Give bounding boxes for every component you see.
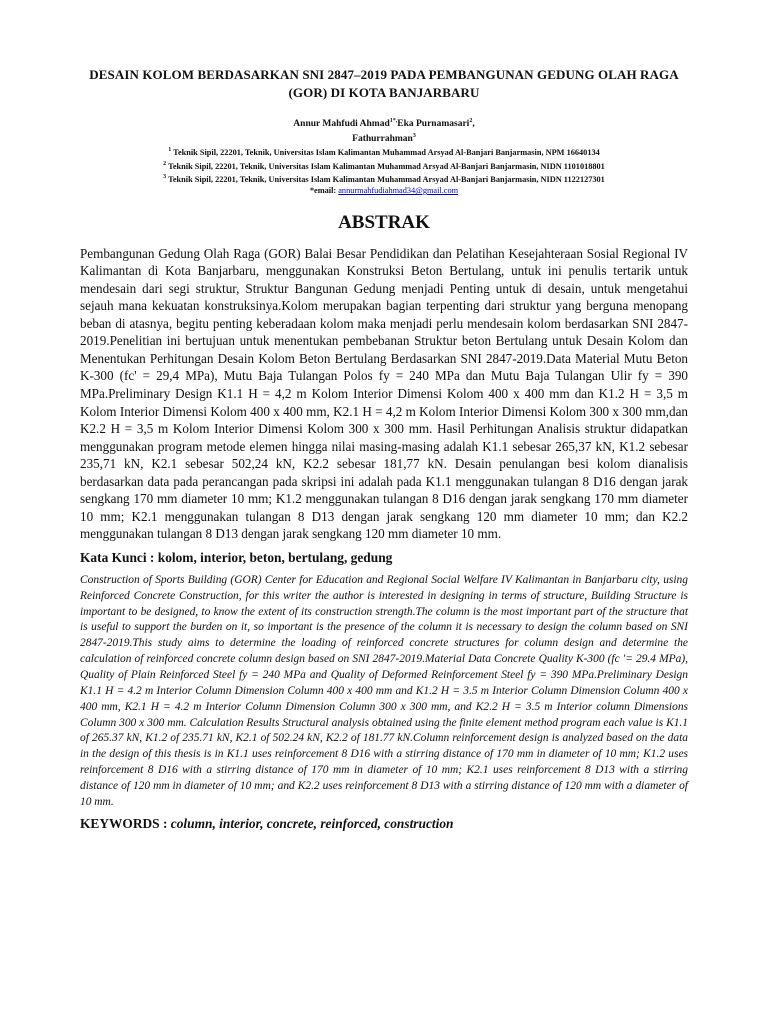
author-list (80, 116, 688, 145)
paper-page (80, 66, 688, 833)
abstract-indonesian: Pembangunan Gedung Olah Raga (GOR) Balai Besar Pendidikan dan Pelatihan Kesejahteraan Sosial Regional IV Kalimantan di Kota Banjarbaru, menggunakan Konstruksi Beton Bertulang, untuk ini penulis tertarik untuk mendesain dari segi struktur, Struktur Bangunan Gedung menjadi Penting untuk di desain, untuk mengetahui sejauh mana kekuatan konstruksinya.Kolom merupakan bagian terpenting dari struktur yang berguna menopang beban di atasnya, begitu penting keberadaan kolom maka menjadi perlu mendesain kolom berdasarkan SNI 2847-2019.Penelitian ini bertujuan untuk menentukan pembebanan Struktur beton Bertulang untuk Desain Kolom dan Menentukan Perhitungan Desain Kolom Beton Bertulang Berdasarkan SNI 2847-2019.Data Material Mutu Beton K-300 (fc' = 29,4 MPa), Mutu Baja Tulangan Polos fy = 240 MPa dan Mutu Baja Tulangan Ulir fy = 390 MPa.Preliminary Design K1.1 H = 4,2 m Kolom Interior Dimensi Kolom 400 x 400 mm dan K1.2 H = 3,5 m Kolom Interior Dimensi Kolom 400 x 400 mm, K2.1 H = 4,2 m Kolom Interior Dimensi Kolom 300 x 300 mm,dan K2.2 H = 3,5 m Kolom Interior Dimensi Kolom 300 x 300 mm. Hasil Perhitungan Analisis struktur didapatkan menggunakan program metode elemen hingga nilai masing-masing adalah K1.1 sebesar 265,37 kN, K1.2 sebesar 235,71 kN, K2.1 sebesar 502,24 kN, K2.2 sebesar 181,77 kN. Desain penulangan besi kolom dianalisis berdasarkan data pada perancangan pada skripsi ini adalah pada K1.1 menggunakan tulangan 8 D16 dengan jarak sengkang 170 mm diameter 10 mm; K1.2 menggunakan tulangan 8 D16 dengan jarak sengkang 170 mm diameter 10 mm; K2.1 menggunakan tulangan 8 D13 dengan jarak sengkang 120 mm diameter 10 mm; dan K2.2 menggunakan tulangan 8 D13 dengan jarak sengkang 120 mm diameter 10 mm. (80, 245, 688, 542)
author-superscript: 3 (412, 132, 416, 139)
author-superscript: 1*, (389, 118, 398, 124)
email-label: *email: (309, 186, 339, 196)
keywords-value: column, interior, concrete, reinforced, construction (170, 815, 454, 831)
author-separator: , (472, 119, 475, 130)
email-link[interactable]: annurmahfudiahmad34@gmail.com (338, 186, 459, 196)
affiliation-superscript: 1 (168, 147, 172, 154)
affiliation-text: Teknik Sipil, 22201, Teknik, Universitas Islam Kalimantan Muhammad Arsyad Al-Banjari Banjarmasin, NIDN 1122127301 (168, 174, 605, 184)
affiliation-line (80, 159, 688, 172)
affiliation-text: Teknik Sipil, 22201, Teknik, Universitas Islam Kalimantan Muhammad Arsyad Al-Banjari Banjarmasin, NPM 16640134 (173, 148, 600, 158)
author-superscript: 2 (469, 118, 473, 124)
indonesian-keywords: Kata Kunci : kolom, interior, beton, bertulang, gedung (80, 549, 393, 565)
english-keywords (80, 815, 688, 833)
author-name: Annur Mahfudi Ahmad (293, 119, 390, 130)
affiliation-superscript: 2 (163, 160, 167, 167)
author-name: Fathurrahman (352, 133, 413, 144)
abstract-english: Construction of Sports Building (GOR) Center for Education and Regional Social Welfare IV Kalimantan in Banjarbaru city, using Reinforced Concrete Construction, for this writer the author is interested in designing in terms of structure, Building Structure is important to be designed, to know the extent of its construction strength.The column is the most important part of the structure that is useful to support the burden on it, so important is the presence of the column it is necessary to design the column based on SNI 2847-2019.This study aims to determine the loading of reinforced concrete structures for column design and determine the calculation of reinforced concrete column design based on SNI 2847-2019.Material Data Concrete Quality K-300 (fc '= 29.4 MPa), Quality of Plain Reinforced Steel fy = 240 MPa and Quality of Deformed Reinforcement Steel fy = 390 MPa.Preliminary Design K1.1 H = 4.2 m Interior Column Dimension Column 400 x 400 mm and K1.2 H = 3.5 m Interior Column Dimension Column 400 x 400 mm, K2.1 H = 4.2 m Interior Column Dimension Column 300 x 300 mm, and K2.2 H = 3.5 m Interior column Dimensions Column 300 x 300 mm. Calculation Results Structural analysis obtained using the finite element method program each value is K1.1 of 265.37 kN, K1.2 of 235.71 kN, K2.1 of 502.24 kN, K2.2 of 181.77 kN.Column reinforcement design is analyzed based on the data in the design of this thesis is in K1.1 uses reinforcement 8 D16 with a stirring distance of 170 mm in diameter of 10 mm; K1.2 uses reinforcement 8 D16 with a stirring distance of 170 mm in diameter of 10 mm; K2.1 uses reinforcement 8 D13 with a stirring distance of 120 mm in diameter of 10 mm; and K2.2 uses reinforcement 8 D13 with a stirring distance of 120 mm with a diameter of 10 mm. (80, 573, 688, 808)
keywords-label: KEYWORDS : (80, 815, 171, 831)
paper-title: DESAIN KOLOM BERDASARKAN SNI 2847–2019 PADA PEMBANGUNAN GEDUNG OLAH RAGA (GOR) DI KOTA BANJARBARU (89, 67, 679, 100)
affiliation-line (80, 172, 688, 185)
affiliation-superscript: 3 (163, 173, 167, 180)
abstract-heading: ABSTRAK (338, 211, 430, 233)
author-name: Eka Purnamasari (397, 119, 470, 130)
corresponding-email (80, 185, 688, 197)
affiliation-line (80, 145, 688, 158)
affiliation-text: Teknik Sipil, 22201, Teknik, Universitas Islam Kalimantan Muhammad Arsyad Al-Banjari Banjarmasin, NIDN 1101018801 (168, 161, 605, 171)
